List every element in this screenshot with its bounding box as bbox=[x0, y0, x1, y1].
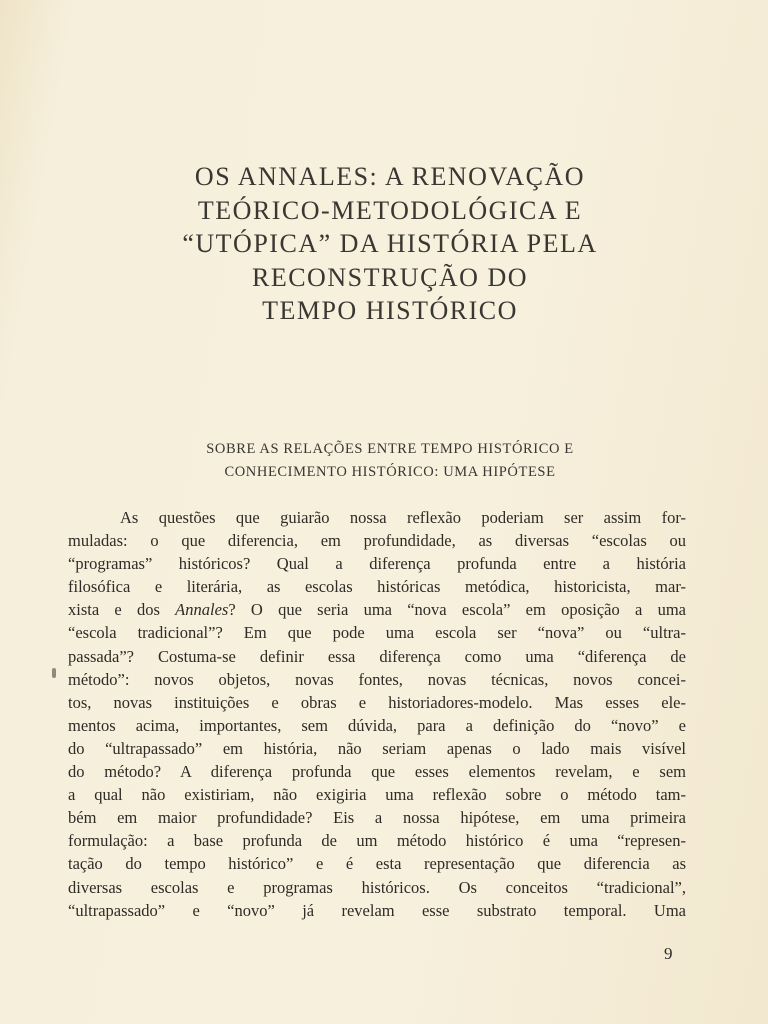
section-heading bbox=[130, 438, 650, 484]
body-line: do “ultrapassado” em história, não seriam apenas o lado mais visível bbox=[68, 738, 686, 758]
body-line: muladas: o que diferencia, em profundidade, as diversas “escolas ou bbox=[68, 531, 686, 551]
section-heading-line: SOBRE AS RELAÇÕES ENTRE TEMPO HISTÓRICO E bbox=[206, 441, 574, 457]
body-line: passada”? Costuma-se definir essa diferença como uma “diferença de bbox=[68, 646, 686, 666]
page-number: 9 bbox=[664, 944, 673, 963]
body-line: tação do tempo histórico” e é esta representação que diferencia as bbox=[68, 854, 686, 874]
body-paragraph bbox=[68, 506, 686, 922]
italic-term: Annales bbox=[175, 600, 229, 620]
section-heading-line: CONHECIMENTO HISTÓRICO: UMA HIPÓTESE bbox=[224, 464, 556, 480]
body-line: mentos acima, importantes, sem dúvida, para a definição do “novo” e bbox=[68, 715, 686, 735]
body-line: formulação: a base profunda de um método histórico é uma “represen- bbox=[68, 831, 686, 851]
body-line: xista e dos Annales? O que seria uma “nova escola” em oposição a uma bbox=[68, 600, 686, 620]
body-line: do método? A diferença profunda que esses elementos revelam, e sem bbox=[68, 762, 686, 782]
body-line: bém em maior profundidade? Eis a nossa hipótese, em uma primeira bbox=[68, 808, 686, 828]
chapter-title-line: TEÓRICO-METODOLÓGICA E bbox=[197, 195, 583, 225]
body-line: método”: novos objetos, novas fontes, novas técnicas, novos concei- bbox=[68, 669, 686, 689]
chapter-title-line: TEMPO HISTÓRICO bbox=[262, 296, 518, 325]
margin-pencil-mark bbox=[52, 668, 56, 678]
body-line: filosófica e literária, as escolas históricas metódica, historicista, mar- bbox=[68, 577, 686, 597]
chapter-title-line: “UTÓPICA” DA HISTÓRIA PELA bbox=[182, 229, 598, 258]
body-line: “ultrapassado” e “novo” já revelam esse substrato temporal. Uma bbox=[68, 900, 686, 920]
body-line: “escola tradicional”? Em que pode uma escola ser “nova” ou “ultra- bbox=[68, 623, 686, 643]
chapter-title bbox=[120, 160, 660, 328]
chapter-title-line: RECONSTRUÇÃO DO bbox=[251, 262, 529, 292]
chapter-title-line: OS ANNALES: A RENOVAÇÃO bbox=[194, 162, 586, 191]
body-line: tos, novas instituições e obras e historiadores-modelo. Mas esses ele- bbox=[68, 692, 686, 712]
body-line: As questões que guiarão nossa reflexão poderiam ser assim for- bbox=[120, 508, 686, 527]
body-line: “programas” históricos? Qual a diferença profunda entre a história bbox=[68, 554, 686, 574]
body-line: a qual não existiriam, não exigiria uma reflexão sobre o método tam- bbox=[68, 785, 686, 805]
body-line: diversas escolas e programas históricos. Os conceitos “tradicional”, bbox=[68, 877, 686, 897]
